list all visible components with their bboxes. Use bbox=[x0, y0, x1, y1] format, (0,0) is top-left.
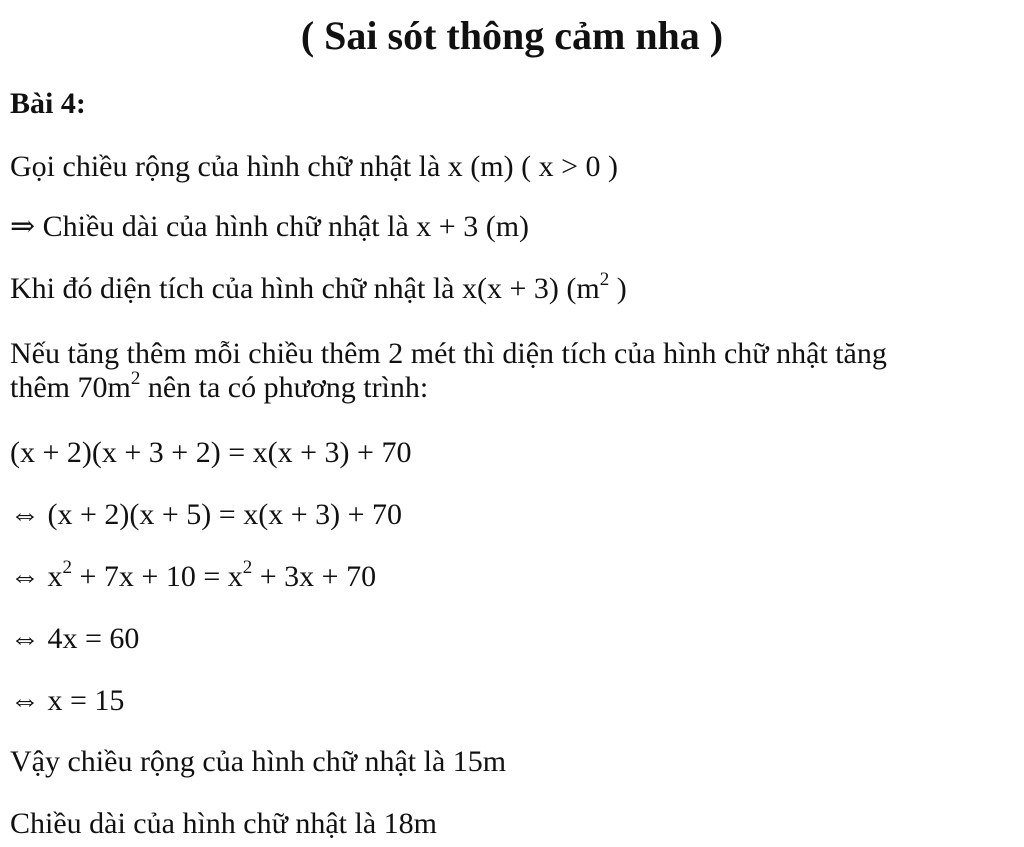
eq3-part-b: + 7x + 10 = x bbox=[72, 560, 243, 593]
equation-line-3 bbox=[10, 557, 377, 594]
text-line-area-definition bbox=[10, 269, 627, 306]
equation-line-1: (x + 2)(x + 3 + 2) = x(x + 3) + 70 bbox=[10, 436, 412, 469]
exercise-heading: Bài 4: bbox=[10, 87, 86, 120]
condition-text-end: nên ta có phương trình: bbox=[140, 371, 429, 404]
conclusion-width: Vậy chiều rộng của hình chữ nhật là 15m bbox=[10, 745, 507, 778]
equation-line-2: ⇔ (x + 2)(x + 5) = x(x + 3) + 70 bbox=[10, 498, 403, 531]
condition-line-1: Nếu tăng thêm mỗi chiều thêm 2 mét thì diện tích của hình chữ nhật tăng bbox=[10, 337, 887, 370]
condition-text: thêm 70m bbox=[10, 371, 131, 404]
area-exponent: 2 bbox=[599, 269, 610, 290]
text-paragraph-condition bbox=[10, 337, 1022, 405]
area-text: Khi đó diện tích của hình chữ nhật là x(x + 3) (m bbox=[10, 272, 600, 305]
eq3-exponent-2: 2 bbox=[242, 557, 253, 578]
page-title: ( Sai sót thông cảm nha ) bbox=[300, 13, 724, 58]
text-line-width-definition: Gọi chiều rộng của hình chữ nhật là x (m) ( x > 0 ) bbox=[10, 150, 619, 183]
conclusion-length: Chiều dài của hình chữ nhật là 18m bbox=[10, 807, 437, 840]
condition-exponent: 2 bbox=[130, 368, 141, 389]
equation-line-5: ⇔ x = 15 bbox=[10, 684, 125, 717]
condition-line-2 bbox=[10, 368, 1022, 405]
eq3-part-c: + 3x + 70 bbox=[252, 560, 377, 593]
text-line-length-definition: ⇒ Chiều dài của hình chữ nhật là x + 3 (m) bbox=[10, 210, 530, 243]
equation-line-4: ⇔ 4x = 60 bbox=[10, 622, 140, 655]
area-text-end: ) bbox=[609, 272, 627, 305]
eq3-part-a: ⇔ x bbox=[10, 560, 63, 593]
eq3-exponent-1: 2 bbox=[62, 557, 72, 578]
